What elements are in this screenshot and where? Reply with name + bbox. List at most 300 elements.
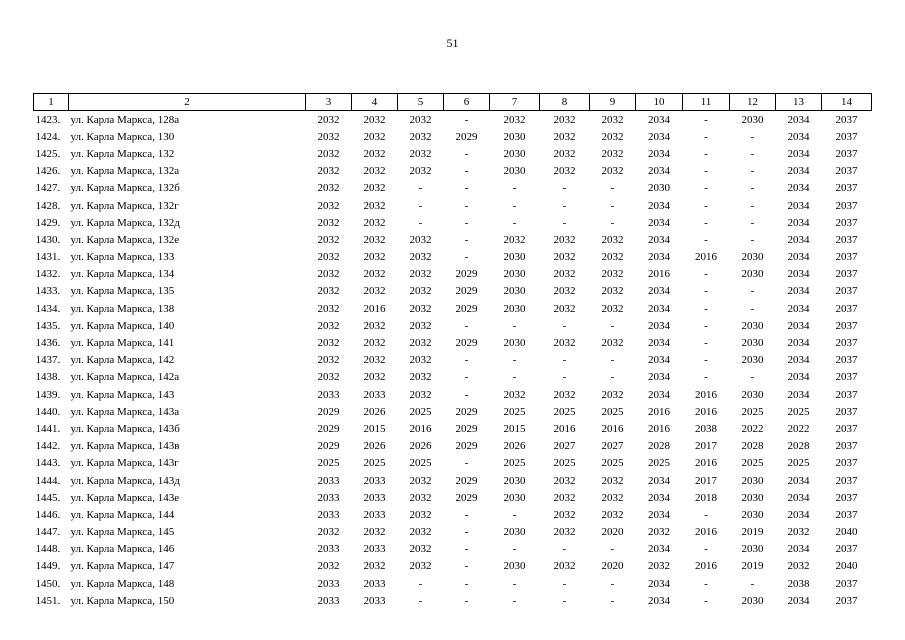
year-cell: 2025 bbox=[409, 457, 432, 470]
year-cell: - bbox=[464, 199, 469, 212]
year-cell: 2032 bbox=[409, 113, 432, 126]
year-cell: 2029 bbox=[455, 440, 478, 453]
year-cell: 2038 bbox=[695, 422, 717, 435]
year-cell: 2032 bbox=[317, 302, 340, 315]
year-cell: - bbox=[512, 216, 517, 229]
year-cell: 2034 bbox=[648, 216, 670, 229]
year-cell: 2025 bbox=[601, 457, 624, 470]
year-cell: 2032 bbox=[409, 354, 432, 367]
year-cell: - bbox=[704, 371, 708, 384]
year-cell: 2032 bbox=[363, 130, 386, 143]
year-cell: 2032 bbox=[409, 285, 432, 298]
year-cell: 2032 bbox=[317, 130, 340, 143]
row-number: 1446. bbox=[35, 508, 61, 521]
row-number: 1425. bbox=[35, 147, 61, 160]
table-row bbox=[34, 334, 872, 351]
year-cell: 2028 bbox=[741, 440, 764, 453]
table-header bbox=[34, 94, 872, 111]
year-cell: 2030 bbox=[503, 251, 526, 264]
table-row bbox=[34, 420, 872, 437]
year-cell: 2030 bbox=[503, 165, 526, 178]
year-cell: 2033 bbox=[363, 508, 386, 521]
year-cell: - bbox=[610, 319, 615, 332]
year-cell: - bbox=[464, 113, 469, 126]
row-number: 1440. bbox=[35, 405, 61, 418]
year-cell: - bbox=[562, 216, 567, 229]
year-cell: 2032 bbox=[317, 285, 340, 298]
address-cell: ул. Карла Маркса, 133 bbox=[70, 251, 175, 264]
address-cell: ул. Карла Маркса, 135 bbox=[70, 285, 175, 298]
table-row bbox=[34, 455, 872, 472]
year-cell: 2034 bbox=[787, 216, 810, 229]
table-row bbox=[34, 524, 872, 541]
year-cell: 2016 bbox=[648, 405, 670, 418]
year-cell: 2032 bbox=[553, 268, 576, 281]
row-number: 1430. bbox=[35, 233, 61, 246]
address-cell: ул. Карла Маркса, 143г bbox=[70, 457, 179, 470]
year-cell: - bbox=[750, 165, 755, 178]
year-cell: - bbox=[704, 182, 708, 195]
year-cell: 2030 bbox=[503, 560, 526, 573]
year-cell: 2032 bbox=[601, 130, 624, 143]
address-cell: ул. Карла Маркса, 144 bbox=[70, 508, 175, 521]
year-cell: - bbox=[750, 130, 755, 143]
table-row bbox=[34, 163, 872, 180]
year-cell: - bbox=[610, 577, 615, 590]
year-cell: 2038 bbox=[787, 577, 810, 590]
year-cell: 2030 bbox=[503, 526, 526, 539]
address-cell: ул. Карла Маркса, 146 bbox=[70, 543, 175, 556]
year-cell: 2029 bbox=[455, 302, 478, 315]
year-cell: 2016 bbox=[695, 405, 717, 418]
year-cell: 2025 bbox=[503, 457, 526, 470]
year-cell: 2033 bbox=[317, 491, 340, 504]
column-header-4: 4 bbox=[352, 94, 398, 111]
year-cell: 2029 bbox=[455, 337, 478, 350]
year-cell: 2027 bbox=[553, 440, 576, 453]
year-cell: 2032 bbox=[363, 147, 386, 160]
address-cell: ул. Карла Маркса, 132а bbox=[70, 165, 180, 178]
year-cell: 2032 bbox=[363, 199, 386, 212]
year-cell: 2034 bbox=[787, 233, 810, 246]
year-cell: 2030 bbox=[741, 508, 764, 521]
year-cell: 2032 bbox=[601, 302, 624, 315]
year-cell: - bbox=[464, 319, 469, 332]
year-cell: 2030 bbox=[503, 147, 526, 160]
row-number: 1438. bbox=[35, 371, 61, 384]
year-cell: 2019 bbox=[741, 560, 764, 573]
year-cell: - bbox=[464, 182, 469, 195]
column-header-2: 2 bbox=[69, 94, 306, 111]
year-cell: - bbox=[704, 543, 708, 556]
year-cell: - bbox=[562, 594, 567, 607]
year-cell: 2032 bbox=[317, 526, 340, 539]
year-cell: - bbox=[750, 182, 755, 195]
year-cell: 2017 bbox=[695, 474, 717, 487]
year-cell: 2032 bbox=[409, 130, 432, 143]
column-header-13: 13 bbox=[776, 94, 822, 111]
table-row bbox=[34, 145, 872, 162]
year-cell: 2016 bbox=[363, 302, 386, 315]
year-cell: 2029 bbox=[455, 474, 478, 487]
year-cell: 2032 bbox=[363, 251, 386, 264]
row-number: 1450. bbox=[35, 577, 61, 590]
year-cell: 2030 bbox=[503, 474, 526, 487]
year-cell: 2032 bbox=[317, 147, 340, 160]
address-cell: ул. Карла Маркса, 148 bbox=[70, 577, 175, 590]
year-cell: - bbox=[610, 354, 615, 367]
year-cell: 2030 bbox=[503, 491, 526, 504]
row-number: 1435. bbox=[35, 319, 61, 332]
year-cell: 2016 bbox=[409, 422, 432, 435]
table-row bbox=[34, 386, 872, 403]
year-cell: 2032 bbox=[363, 268, 386, 281]
year-cell: 2033 bbox=[363, 543, 386, 556]
year-cell: 2037 bbox=[835, 457, 858, 470]
year-cell: 2032 bbox=[409, 147, 432, 160]
year-cell: - bbox=[750, 577, 755, 590]
row-number: 1429. bbox=[35, 216, 61, 229]
year-cell: 2032 bbox=[317, 337, 340, 350]
year-cell: - bbox=[464, 560, 469, 573]
year-cell: 2032 bbox=[601, 165, 624, 178]
year-cell: 2037 bbox=[835, 422, 858, 435]
year-cell: 2033 bbox=[317, 577, 340, 590]
year-cell: 2034 bbox=[787, 474, 810, 487]
column-header-12: 12 bbox=[730, 94, 776, 111]
year-cell: 2032 bbox=[553, 130, 576, 143]
year-cell: 2037 bbox=[835, 285, 858, 298]
year-cell: 2029 bbox=[317, 422, 340, 435]
year-cell: 2037 bbox=[835, 577, 858, 590]
year-cell: 2030 bbox=[741, 491, 764, 504]
year-cell: 2032 bbox=[317, 233, 340, 246]
year-cell: 2016 bbox=[553, 422, 576, 435]
year-cell: - bbox=[704, 319, 708, 332]
address-cell: ул. Карла Маркса, 147 bbox=[70, 560, 175, 573]
year-cell: - bbox=[464, 165, 469, 178]
year-cell: - bbox=[704, 147, 708, 160]
column-header-1: 1 bbox=[34, 94, 69, 111]
year-cell: 2032 bbox=[601, 251, 624, 264]
year-cell: 2037 bbox=[835, 302, 858, 315]
year-cell: 2030 bbox=[503, 130, 526, 143]
address-cell: ул. Карла Маркса, 143е bbox=[70, 491, 180, 504]
year-cell: 2029 bbox=[317, 440, 340, 453]
row-number: 1449. bbox=[35, 560, 61, 573]
year-cell: - bbox=[610, 199, 615, 212]
address-cell: ул. Карла Маркса, 143б bbox=[70, 422, 180, 435]
year-cell: 2032 bbox=[409, 508, 432, 521]
year-cell: - bbox=[704, 130, 708, 143]
year-cell: 2025 bbox=[741, 405, 764, 418]
table-row bbox=[34, 300, 872, 317]
address-cell: ул. Карла Маркса, 143в bbox=[70, 440, 180, 453]
row-number: 1423. bbox=[35, 113, 61, 126]
table-row bbox=[34, 249, 872, 266]
year-cell: - bbox=[704, 285, 708, 298]
year-cell: 2034 bbox=[648, 371, 670, 384]
year-cell: 2025 bbox=[787, 405, 810, 418]
year-cell: 2032 bbox=[317, 165, 340, 178]
page-number: 51 bbox=[446, 36, 459, 50]
row-number: 1432. bbox=[35, 268, 61, 281]
column-header-3: 3 bbox=[306, 94, 352, 111]
year-cell: - bbox=[418, 216, 423, 229]
year-cell: 2034 bbox=[648, 491, 670, 504]
year-cell: 2030 bbox=[741, 543, 764, 556]
year-cell: - bbox=[610, 543, 615, 556]
year-cell: 2030 bbox=[503, 268, 526, 281]
year-cell: 2034 bbox=[648, 508, 670, 521]
year-cell: 2025 bbox=[503, 405, 526, 418]
table-row bbox=[34, 575, 872, 592]
year-cell: 2032 bbox=[363, 337, 386, 350]
year-cell: 2037 bbox=[835, 165, 858, 178]
table-row bbox=[34, 214, 872, 231]
year-cell: 2034 bbox=[648, 337, 670, 350]
year-cell: 2032 bbox=[409, 251, 432, 264]
year-cell: 2030 bbox=[503, 302, 526, 315]
year-cell: 2034 bbox=[648, 388, 670, 401]
year-cell: 2034 bbox=[648, 319, 670, 332]
year-cell: - bbox=[562, 319, 567, 332]
year-cell: 2032 bbox=[409, 388, 432, 401]
year-cell: 2032 bbox=[553, 526, 576, 539]
year-cell: 2030 bbox=[741, 113, 764, 126]
year-cell: - bbox=[562, 543, 567, 556]
year-cell: 2027 bbox=[601, 440, 624, 453]
year-cell: 2032 bbox=[601, 474, 624, 487]
year-cell: 2025 bbox=[741, 457, 764, 470]
year-cell: - bbox=[704, 508, 708, 521]
year-cell: 2032 bbox=[409, 543, 432, 556]
year-cell: 2025 bbox=[363, 457, 386, 470]
year-cell: 2033 bbox=[317, 474, 340, 487]
year-cell: - bbox=[512, 594, 517, 607]
table-row bbox=[34, 180, 872, 197]
year-cell: 2029 bbox=[455, 130, 478, 143]
table-row bbox=[34, 541, 872, 558]
address-cell: ул. Карла Маркса, 140 bbox=[70, 319, 175, 332]
address-cell: ул. Карла Маркса, 142 bbox=[70, 354, 175, 367]
year-cell: 2030 bbox=[741, 354, 764, 367]
year-cell: 2034 bbox=[787, 337, 810, 350]
year-cell: 2037 bbox=[835, 371, 858, 384]
year-cell: 2018 bbox=[695, 491, 717, 504]
year-cell: 2034 bbox=[787, 371, 810, 384]
year-cell: 2017 bbox=[695, 440, 717, 453]
header-row bbox=[34, 94, 872, 111]
year-cell: 2032 bbox=[409, 371, 432, 384]
year-cell: 2032 bbox=[601, 508, 624, 521]
column-header-8: 8 bbox=[540, 94, 590, 111]
year-cell: 2016 bbox=[695, 457, 717, 470]
year-cell: 2025 bbox=[648, 457, 670, 470]
address-cell: ул. Карла Маркса, 142а bbox=[70, 371, 180, 384]
address-cell: ул. Карла Маркса, 130 bbox=[70, 130, 175, 143]
row-number: 1441. bbox=[35, 422, 61, 435]
year-cell: 2032 bbox=[553, 285, 576, 298]
year-cell: 2032 bbox=[317, 113, 340, 126]
year-cell: 2032 bbox=[409, 233, 432, 246]
year-cell: 2034 bbox=[648, 354, 670, 367]
year-cell: 2032 bbox=[553, 302, 576, 315]
year-cell: 2034 bbox=[648, 302, 670, 315]
year-cell: - bbox=[610, 371, 615, 384]
year-cell: 2033 bbox=[317, 594, 340, 607]
row-number: 1434. bbox=[35, 302, 61, 315]
table-row bbox=[34, 403, 872, 420]
year-cell: - bbox=[512, 354, 517, 367]
year-cell: 2020 bbox=[601, 560, 624, 573]
year-cell: 2030 bbox=[741, 337, 764, 350]
year-cell: 2032 bbox=[601, 388, 624, 401]
year-cell: - bbox=[750, 285, 755, 298]
year-cell: 2032 bbox=[553, 508, 576, 521]
year-cell: 2032 bbox=[317, 199, 340, 212]
year-cell: - bbox=[750, 199, 755, 212]
year-cell: 2034 bbox=[648, 285, 670, 298]
year-cell: - bbox=[512, 371, 517, 384]
table-row bbox=[34, 472, 872, 489]
year-cell: - bbox=[418, 182, 423, 195]
address-cell: ул. Карла Маркса, 132е bbox=[70, 233, 180, 246]
year-cell: - bbox=[610, 594, 615, 607]
table-body bbox=[34, 111, 872, 610]
year-cell: - bbox=[704, 199, 708, 212]
year-cell: - bbox=[464, 354, 469, 367]
year-cell: 2032 bbox=[363, 165, 386, 178]
year-cell: 2032 bbox=[363, 233, 386, 246]
year-cell: - bbox=[418, 577, 423, 590]
year-cell: 2030 bbox=[741, 251, 764, 264]
year-cell: - bbox=[704, 113, 708, 126]
year-cell: 2032 bbox=[601, 337, 624, 350]
year-cell: 2032 bbox=[787, 526, 810, 539]
address-cell: ул. Карла Маркса, 143а bbox=[70, 405, 180, 418]
year-cell: 2034 bbox=[787, 302, 810, 315]
year-cell: 2032 bbox=[553, 474, 576, 487]
year-cell: 2034 bbox=[787, 147, 810, 160]
table-row bbox=[34, 266, 872, 283]
column-header-6: 6 bbox=[444, 94, 490, 111]
address-cell: ул. Карла Маркса, 143д bbox=[70, 474, 180, 487]
year-cell: 2037 bbox=[835, 474, 858, 487]
table-row bbox=[34, 438, 872, 455]
year-cell: 2037 bbox=[835, 216, 858, 229]
year-cell: 2037 bbox=[835, 319, 858, 332]
year-cell: 2034 bbox=[648, 199, 670, 212]
year-cell: 2032 bbox=[363, 216, 386, 229]
year-cell: 2032 bbox=[553, 560, 576, 573]
year-cell: 2016 bbox=[695, 388, 717, 401]
year-cell: 2034 bbox=[787, 165, 810, 178]
year-cell: - bbox=[610, 216, 615, 229]
address-cell: ул. Карла Маркса, 132г bbox=[70, 199, 179, 212]
row-number: 1428. bbox=[35, 199, 61, 212]
year-cell: 2032 bbox=[317, 251, 340, 264]
row-number: 1444. bbox=[35, 474, 61, 487]
address-cell: ул. Карла Маркса, 132б bbox=[70, 182, 180, 195]
year-cell: 2025 bbox=[787, 457, 810, 470]
year-cell: - bbox=[464, 594, 469, 607]
year-cell: - bbox=[562, 577, 567, 590]
year-cell: 2037 bbox=[835, 199, 858, 212]
year-cell: 2032 bbox=[553, 337, 576, 350]
year-cell: - bbox=[464, 147, 469, 160]
year-cell: - bbox=[562, 354, 567, 367]
year-cell: 2034 bbox=[787, 130, 810, 143]
year-cell: - bbox=[512, 199, 517, 212]
year-cell: - bbox=[610, 182, 615, 195]
year-cell: 2032 bbox=[409, 319, 432, 332]
year-cell: 2025 bbox=[553, 457, 576, 470]
year-cell: 2033 bbox=[363, 474, 386, 487]
year-cell: 2016 bbox=[601, 422, 624, 435]
year-cell: 2032 bbox=[409, 165, 432, 178]
year-cell: 2032 bbox=[648, 526, 670, 539]
year-cell: - bbox=[704, 216, 708, 229]
year-cell: 2030 bbox=[741, 474, 764, 487]
table-row bbox=[34, 369, 872, 386]
year-cell: 2030 bbox=[648, 182, 670, 195]
year-cell: 2030 bbox=[503, 337, 526, 350]
year-cell: - bbox=[512, 508, 517, 521]
row-number: 1451. bbox=[35, 594, 61, 607]
year-cell: 2032 bbox=[363, 182, 386, 195]
year-cell: - bbox=[464, 216, 469, 229]
year-cell: 2032 bbox=[553, 491, 576, 504]
year-cell: 2033 bbox=[317, 508, 340, 521]
year-cell: 2032 bbox=[409, 491, 432, 504]
year-cell: 2032 bbox=[601, 147, 624, 160]
year-cell: - bbox=[464, 526, 469, 539]
year-cell: 2029 bbox=[455, 422, 478, 435]
year-cell: 2037 bbox=[835, 268, 858, 281]
table-row bbox=[34, 111, 872, 129]
year-cell: - bbox=[750, 216, 755, 229]
year-cell: 2032 bbox=[787, 560, 810, 573]
year-cell: 2034 bbox=[648, 130, 670, 143]
year-cell: - bbox=[704, 233, 708, 246]
year-cell: 2034 bbox=[648, 251, 670, 264]
year-cell: 2032 bbox=[503, 388, 526, 401]
year-cell: 2032 bbox=[317, 371, 340, 384]
year-cell: 2019 bbox=[741, 526, 764, 539]
year-cell: 2029 bbox=[455, 405, 478, 418]
year-cell: 2033 bbox=[363, 577, 386, 590]
column-header-14: 14 bbox=[822, 94, 872, 111]
column-header-5: 5 bbox=[398, 94, 444, 111]
year-cell: - bbox=[512, 182, 517, 195]
year-cell: - bbox=[704, 337, 708, 350]
year-cell: 2037 bbox=[835, 491, 858, 504]
register-table bbox=[33, 93, 872, 609]
year-cell: 2034 bbox=[787, 543, 810, 556]
row-number: 1442. bbox=[35, 440, 61, 453]
year-cell: 2033 bbox=[317, 543, 340, 556]
year-cell: 2032 bbox=[553, 165, 576, 178]
year-cell: 2032 bbox=[553, 147, 576, 160]
column-header-10: 10 bbox=[636, 94, 683, 111]
row-number: 1448. bbox=[35, 543, 61, 556]
year-cell: 2025 bbox=[553, 405, 576, 418]
year-cell: 2032 bbox=[503, 233, 526, 246]
year-cell: 2037 bbox=[835, 147, 858, 160]
year-cell: 2030 bbox=[503, 285, 526, 298]
year-cell: - bbox=[704, 354, 708, 367]
